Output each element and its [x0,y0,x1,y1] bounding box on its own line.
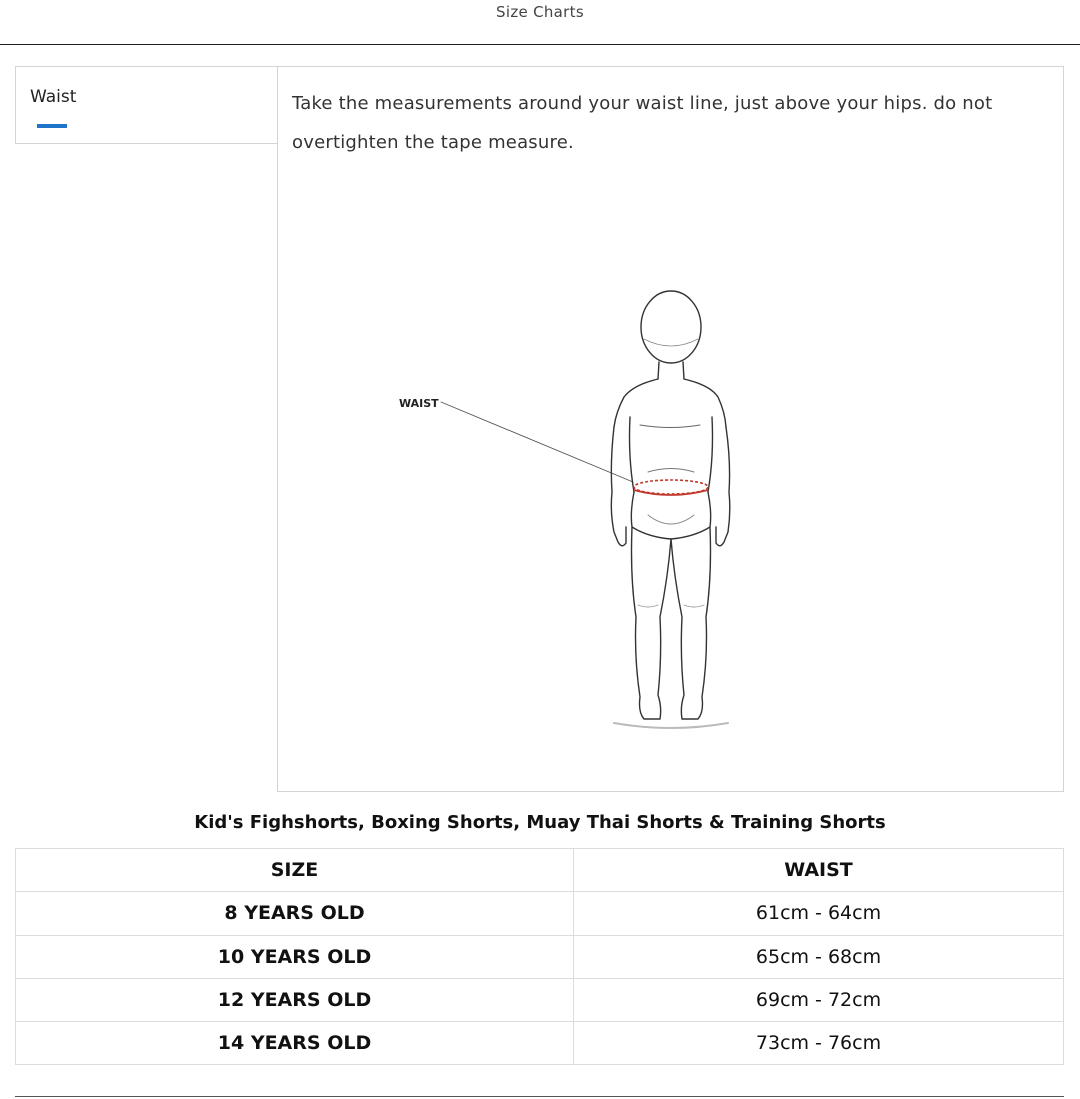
table-header-row [16,849,1064,892]
footer-divider [15,1096,1064,1097]
size-table-caption: Kid's Fighshorts, Boxing Shorts, Muay Thai Shorts & Training Shorts [194,812,886,833]
size-cell: 14 YEARS OLD [16,1022,574,1065]
waist-callout-label: WAIST [399,397,439,410]
size-cell: 8 YEARS OLD [16,892,574,935]
column-header-size: SIZE [16,849,574,892]
table-row [16,935,1064,978]
waist-cell: 69cm - 72cm [574,978,1064,1021]
column-header-waist: WAIST [574,849,1064,892]
table-row [16,978,1064,1021]
measurement-instructions: Take the measurements around your waist line, just above your hips. do not overtighten the tape measure. [292,93,993,153]
body-measurement-illustration [378,287,778,767]
size-cell: 12 YEARS OLD [16,978,574,1021]
child-figure-drawing [378,287,778,767]
page-title: Size Charts [496,3,584,21]
table-row [16,1022,1064,1065]
waist-cell: 65cm - 68cm [574,935,1064,978]
size-table [15,848,1064,1065]
tab-content-panel [277,66,1064,792]
header-divider [0,44,1080,45]
tab-waist[interactable]: Waist [30,87,77,107]
size-cell: 10 YEARS OLD [16,935,574,978]
table-row [16,892,1064,935]
waist-cell: 61cm - 64cm [574,892,1064,935]
waist-cell: 73cm - 76cm [574,1022,1064,1065]
tab-list [15,66,278,144]
tab-active-indicator [37,124,67,128]
